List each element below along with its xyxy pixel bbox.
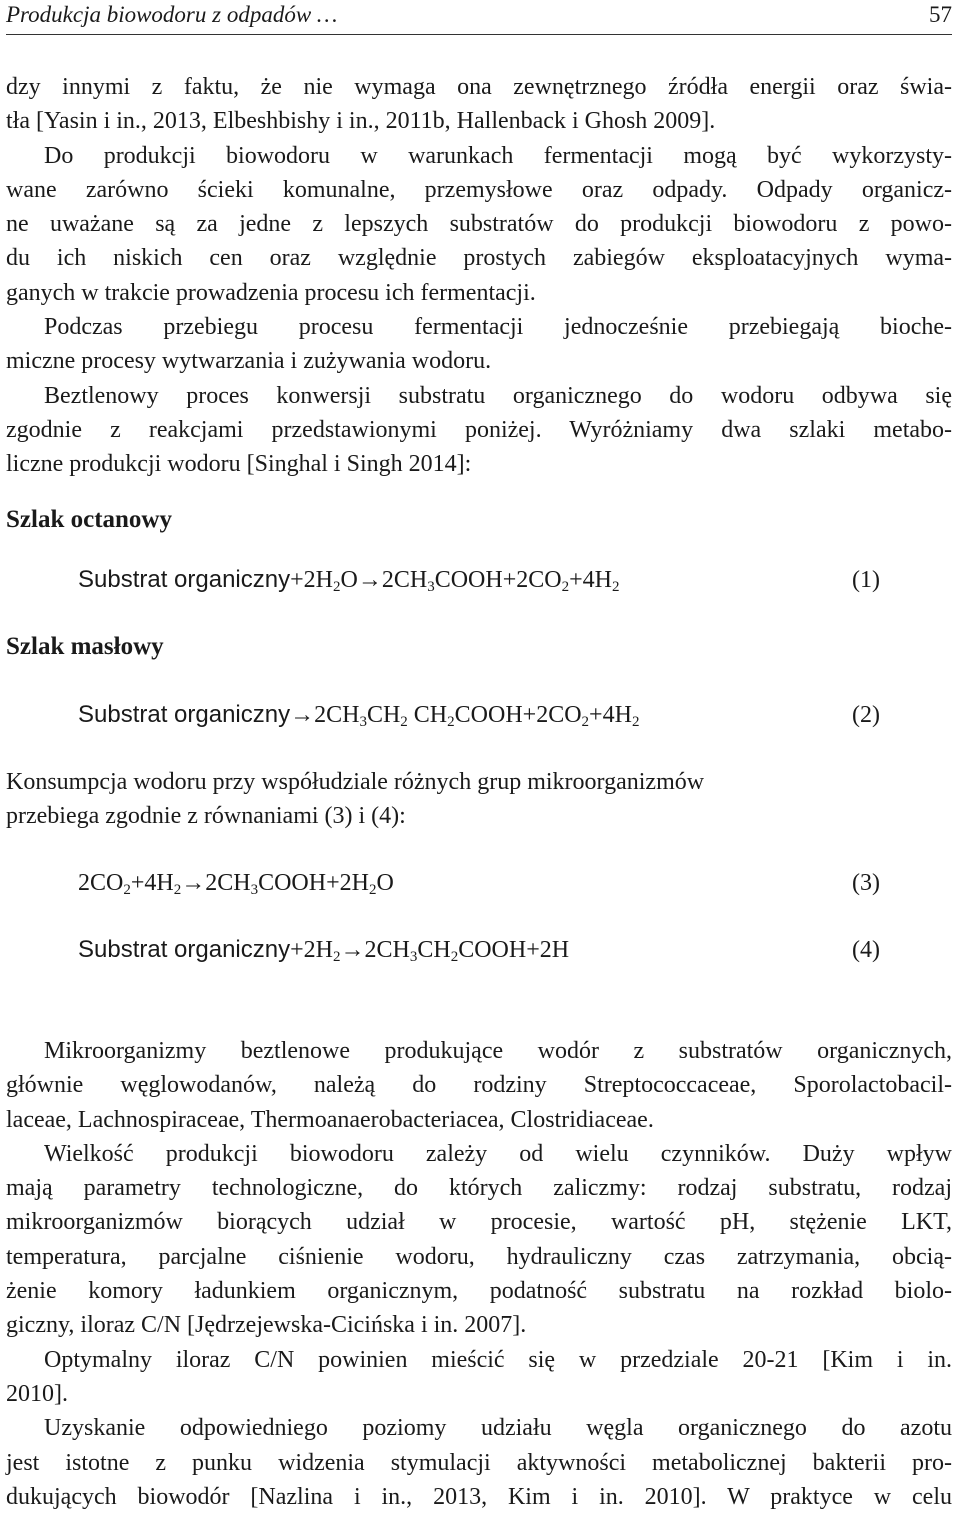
equation-3: $2CO_2+4H_2\to 2CH_3COOH+2H_2O$: [78, 870, 394, 898]
equation-term: Substrat organiczny: [78, 701, 291, 728]
section-heading-acetate: Szlak octanowy: [6, 506, 172, 533]
text-line: Konsumpcja wodoru przy współudziale różnych grup mikroorganizmów: [6, 769, 705, 795]
text-line: giczny, iloraz C/N [Jędrzejewska-Cicińska i in. 2007].: [6, 1312, 527, 1339]
section-heading-butyrate: Szlak masłowy: [6, 633, 164, 660]
reaction-arrow: →: [340, 937, 365, 963]
equation-term: Substrat organiczny: [78, 936, 291, 963]
text-line: du ich niskich cen oraz względnie prostych zabiegów eksploatacyjnych wyma-: [6, 245, 952, 272]
text-line: jest istotne z punku widzenia stymulacji aktywności metabolicznej bakterii pro-: [6, 1449, 952, 1476]
text-line: dukujących biowodór [Nazlina i in., 2013, Kim i in. 2010]. W praktyce w celu: [6, 1483, 952, 1510]
text-line: Mikroorganizmy beztlenowe produkujące wodór z substratów organicznych,: [44, 1038, 952, 1064]
paragraph-intro: [6, 70, 952, 482]
equation-number: (3): [852, 870, 880, 896]
equation-2: Substrat $organiczny\to 2CH_3CH_2$ $CH_2COOH+2CO_2+4H_2$: [78, 701, 640, 730]
text-line: ganych w trakcie prowadzenia procesu ich fermentacji.: [6, 279, 536, 306]
equation-4: Substrat $organiczny+2H_2\to 2CH_3CH_2COOH+2H$: [78, 936, 570, 965]
text-line: laceae, Lachnospiraceae, Thermoanaerobacteriacea, Clostridiaceae.: [6, 1106, 654, 1133]
text-line: Beztlenowy proces konwersji substratu organicznego do wodoru odbywa się: [44, 382, 952, 409]
text-line: 2010].: [6, 1380, 68, 1407]
text-line: Uzyskanie odpowiedniego poziomy udziału węgla organicznego do azotu: [44, 1415, 952, 1442]
reaction-arrow: →: [181, 870, 206, 896]
text-line: Wielkość produkcji biowodoru zależy od wielu czynników. Duży wpływ: [44, 1140, 952, 1167]
text-line: dzy innymi z faktu, że nie wymaga ona zewnętrznego źródła energii oraz świa-: [6, 74, 952, 100]
text-line: liczne produkcji wodoru [Singhal i Singh 2014]:: [6, 451, 472, 478]
text-line: mikroorganizmów biorących udział w procesie, wartość pH, stężenie LKT,: [6, 1209, 952, 1236]
equation-number: (1): [852, 567, 880, 593]
text-line: tła [Yasin i in., 2013, Elbeshbishy i in., 2011b, Hallenback i Ghosh 2009].: [6, 108, 716, 135]
equation-term: Substrat organiczny: [78, 566, 291, 593]
text-line: temperatura, parcjalne ciśnienie wodoru, hydrauliczny czas zatrzymania, obcią-: [6, 1243, 952, 1270]
text-line: głównie węglowodanów, należą do rodziny Streptococcaceae, Sporolactobacil-: [6, 1072, 952, 1099]
text-line: przebiega zgodnie z równaniami (3) i (4):: [6, 803, 406, 830]
equation-1: Substrat $organiczny+2H_2O\to 2CH_3COOH+2CO_2+4H_2$: [78, 566, 620, 595]
equation-number: (4): [852, 937, 880, 963]
paragraph-consumption: [6, 765, 952, 834]
page-number: 57: [929, 2, 952, 27]
text-line: ne uważane są za jedne z lepszych substratów do produkcji biowodoru z powo-: [6, 211, 952, 238]
equation-number: (2): [852, 702, 880, 728]
reaction-arrow: →: [290, 702, 315, 728]
text-line: Optymalny iloraz C/N powinien mieścić się w przedziale 20-21 [Kim i in.: [44, 1346, 952, 1373]
header-title: Produkcja biowodoru z odpadów …: [6, 2, 338, 27]
reaction-arrow: →: [357, 567, 382, 593]
text-line: Do produkcji biowodoru w warunkach fermentacji mogą być wykorzysty-: [44, 142, 952, 169]
text-line: Podczas przebiegu procesu fermentacji jednocześnie przebiegają bioche-: [44, 314, 952, 341]
paragraph-microorganisms: [6, 1034, 952, 1514]
text-line: miczne procesy wytwarzania i zużywania wodoru.: [6, 348, 492, 375]
text-line: wane zarówno ścieki komunalne, przemysłowe oraz odpady. Odpady organicz-: [6, 176, 952, 203]
text-line: zgodnie z reakcjami przedstawionymi poniżej. Wyróżniamy dwa szlaki metabo-: [6, 416, 952, 443]
text-line: mają parametry technologiczne, do których zaliczmy: rodzaj substratu, rodzaj: [6, 1175, 952, 1202]
text-line: żenie komory ładunkiem organicznym, podatność substratu na rozkład biolo-: [6, 1278, 952, 1305]
running-header: [6, 0, 952, 35]
